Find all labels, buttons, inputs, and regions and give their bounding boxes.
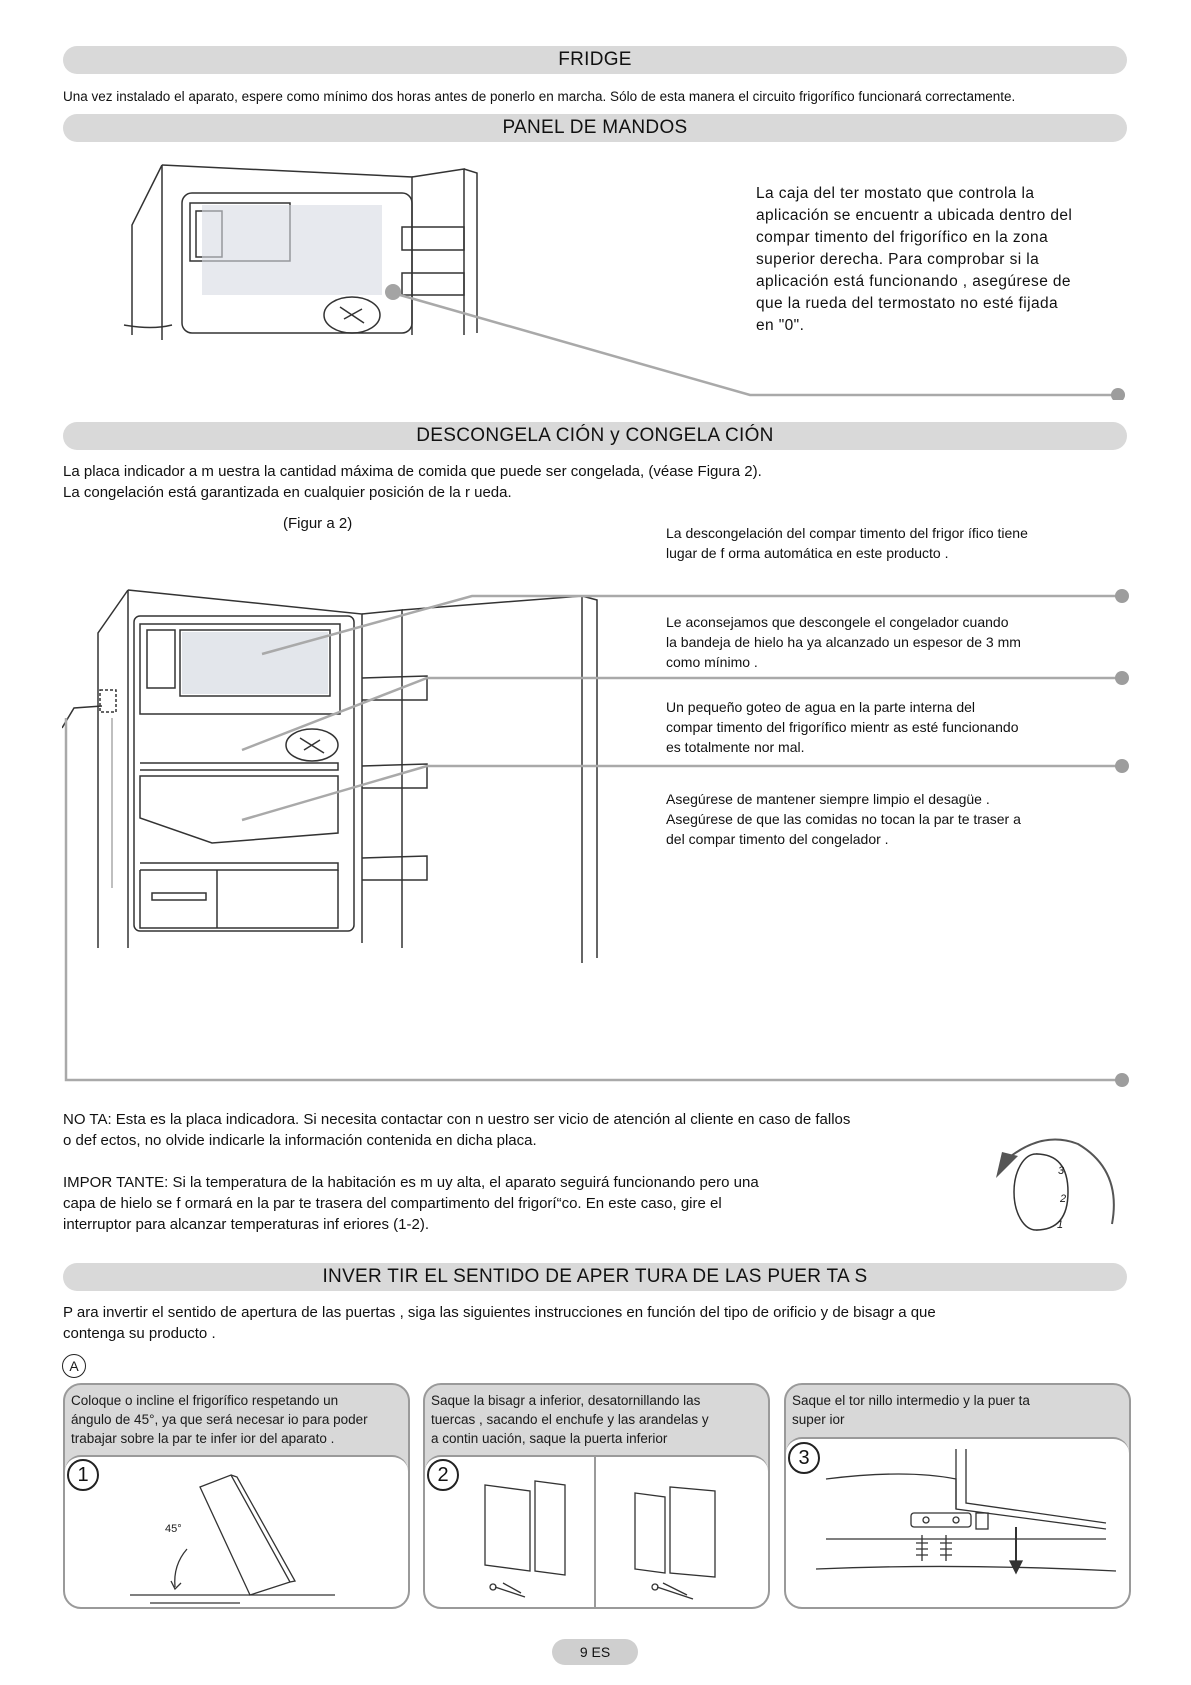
step-2-illustration-area <box>425 1455 768 1607</box>
step-2-card <box>423 1383 770 1609</box>
reverse-intro: P ara invertir el sentido de apertura de las puertas , siga las siguientes instrucciones en función del tipo de orificio y de bisagr a que contenga su producto . <box>63 1304 936 1342</box>
section-title-panel: PANEL DE MANDOS <box>63 114 1127 142</box>
note-drain: Asegúrese de mantener siempre limpio el desagüe . Asegúrese de que las comidas no tocan la par te traser a del compar timento del congelador . <box>666 791 1021 847</box>
variant-label: A <box>62 1354 86 1378</box>
step-3-illustration <box>786 1439 1129 1609</box>
note-auto-defrost: La descongelación del compar timento del frigor ífico tiene lugar de f orma automática en este producto . <box>666 525 1028 561</box>
defrost-intro: La placa indicador a m uestra la cantidad máxima de comida que puede ser congelada, (véase Figura 2). La congelación está garantizada en cualquier posición de la r ueda. <box>63 463 762 501</box>
fridge-figure-2 <box>62 588 1132 1088</box>
note-defrost-advice: Le aconsejamos que descongele el congelador cuando la bandeja de hielo ha ya alcanzado un espesor de 3 mm como mínimo . <box>666 614 1021 670</box>
step-2-illustration <box>425 1457 768 1609</box>
step-1-illustration <box>65 1457 408 1609</box>
step-3-number: 3 <box>788 1442 820 1474</box>
dial-number-1: 1 <box>1057 1219 1064 1231</box>
page-number: 9 ES <box>552 1639 638 1665</box>
angle-label: 45° <box>165 1523 182 1535</box>
nota-text: NO TA: Esta es la placa indicadora. Si necesita contactar con n uestro ser vicio de atención al cliente en caso de fallos o def ectos, no olvide indicarle la información contenida en dicha placa. <box>63 1111 851 1149</box>
section-title-fridge: FRIDGE <box>63 46 1127 74</box>
dial-number-3: 3 <box>1058 1165 1065 1177</box>
figure-caption: (Figur a 2) <box>283 515 353 532</box>
step-1-number: 1 <box>67 1459 99 1491</box>
section-title-defrost: DESCONGELA CIÓN y CONGELA CIÓN <box>63 422 1127 450</box>
step-1-card <box>63 1383 410 1609</box>
step-2-number: 2 <box>427 1459 459 1491</box>
step-3-illustration-area <box>786 1437 1129 1607</box>
dial-number-2: 2 <box>1060 1193 1067 1205</box>
step-3-card <box>784 1383 1131 1609</box>
panel-description: La caja del ter mostato que controla la aplicación se encuentr a ubicada dentro del compar timento del frigorífico en la zona superior derecha. Para comprobar si la aplicación está funcionando , asegúrese de que la rueda del termostato no esté fijada en "0". <box>756 185 1073 334</box>
note-water-drip: Un pequeño goteo de agua en la parte interna del compar timento del frigorífico mientr as esté funcionando es totalmente nor mal. <box>666 699 1019 755</box>
step-1-illustration-area <box>65 1455 408 1607</box>
intro-text: Una vez instalado el aparato, espere como mínimo dos horas antes de ponerlo en marcha. Sólo de esta manera el circuito frigorífico funcionará correctamente. <box>63 89 1016 104</box>
section-title-reverse-door: INVER TIR EL SENTIDO DE APER TURA DE LAS PUER TA S <box>63 1263 1127 1291</box>
step-1-text: Coloque o incline el frigorífico respetando un ángulo de 45°, ya que será necesar io para poder trabajar sobre la par te infer ior del aparato . <box>71 1393 368 1446</box>
step-3-text: Saque el tor nillo intermedio y la puer ta super ior <box>792 1393 1030 1427</box>
importante-text: IMPOR TANTE: Si la temperatura de la habitación es m uy alta, el aparato seguirá funcionando pero una capa de hielo se f ormará en la par te trasera del compartimento del frigorí“co. En este caso, gire el interruptor para alcanzar temperaturas inf eriores (1-2). <box>63 1174 759 1233</box>
step-2-text: Saque la bisagr a inferior, desatornillando las tuercas , sacando el enchufe y las arandelas y a contin uación, saque la puerta inferior <box>431 1393 709 1446</box>
